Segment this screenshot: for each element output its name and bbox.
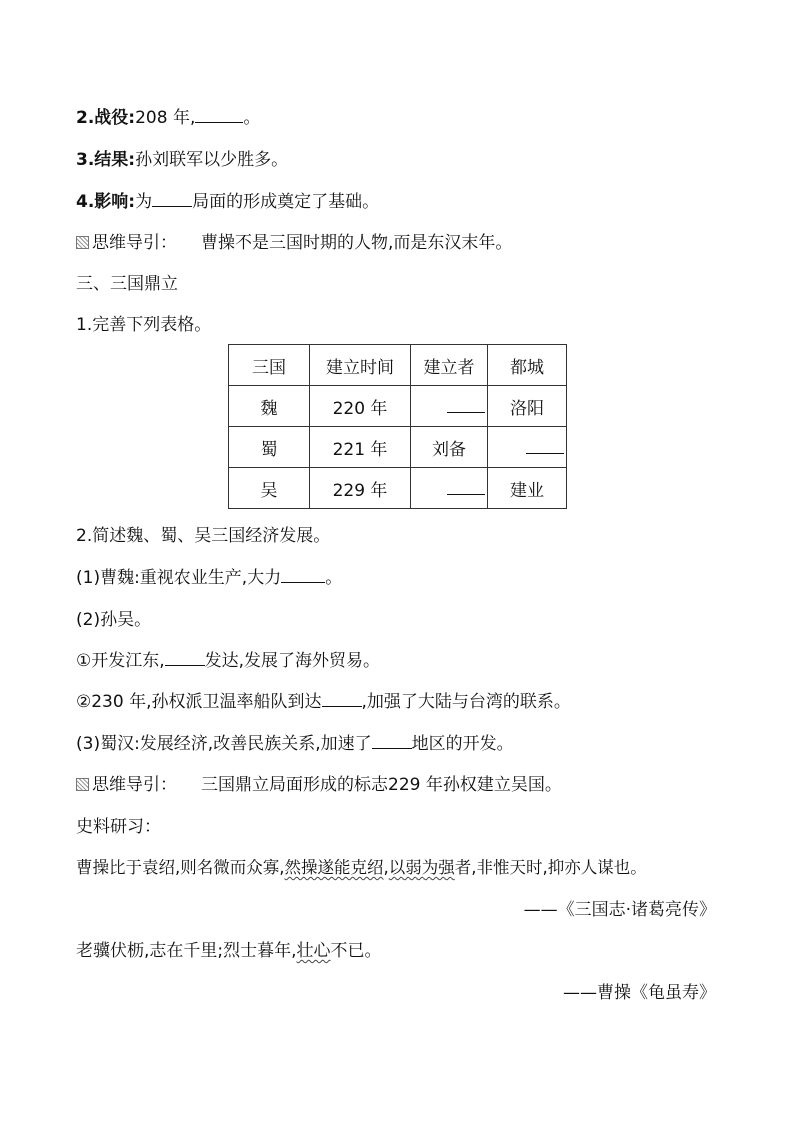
hint1-label: 思维导引： — [92, 233, 177, 253]
hint2-label: 思维导引： — [92, 775, 177, 795]
hint-icon — [76, 236, 89, 249]
quote1-b: 然操遂能克绍 — [284, 858, 384, 877]
battle-blank[interactable] — [195, 106, 243, 123]
wu2-blank[interactable] — [322, 690, 362, 707]
q2-text: 2.简述魏、蜀、吴三国经济发展。 — [76, 526, 331, 546]
influence-label: 4.影响: — [76, 192, 136, 212]
hint-icon — [76, 778, 89, 791]
cell-year: 221 年 — [310, 427, 411, 468]
table-row — [229, 386, 567, 427]
shu-blank[interactable] — [372, 732, 412, 749]
influence-pre: 为 — [135, 192, 153, 212]
quote1-d: 以弱为强 — [388, 858, 455, 877]
source1: ——《三国志·诸葛亮传》 — [523, 900, 716, 920]
wu2-line — [76, 690, 571, 714]
cell-capital: 建业 — [488, 468, 567, 509]
quote1-e: 者,非惟天时,抑亦人谋也。 — [454, 858, 647, 877]
wei-blank[interactable] — [281, 566, 325, 583]
quote2-b: 壮心 — [296, 941, 331, 961]
wu2-post: ,加强了大陆与台湾的联系。 — [361, 692, 571, 712]
battle-text: 208 年, — [135, 108, 196, 128]
wu1-blank[interactable] — [165, 649, 205, 666]
wu1-post: 发达,发展了海外贸易。 — [204, 651, 381, 671]
wei-post: 。 — [325, 568, 343, 588]
header-state: 三国 — [229, 345, 310, 386]
cell-year: 229 年 — [310, 468, 411, 509]
cell-founder-blank[interactable] — [411, 468, 488, 509]
result-label: 3.结果: — [76, 150, 136, 170]
quote2-a: 老骥伏枥,志在千里;烈士暮年, — [76, 941, 297, 961]
cell-state: 蜀 — [229, 427, 310, 468]
quote1-a: 曹操比于袁绍,则名微而众寡, — [76, 858, 285, 877]
influence-post: 局面的形成奠定了基础。 — [192, 192, 380, 212]
quote2 — [76, 939, 382, 963]
table-row — [229, 468, 567, 509]
influence-blank[interactable] — [152, 190, 192, 207]
shu-pre: (3)蜀汉:发展经济,改善民族关系,加速了 — [76, 734, 372, 754]
wu1-pre: ①开发江东, — [76, 651, 165, 671]
quote1-c: , — [383, 858, 389, 877]
study-heading: 史料研习： — [76, 817, 161, 837]
wei-pre: (1)曹魏:重视农业生产,大力 — [76, 568, 282, 588]
result-line — [76, 148, 288, 172]
cell-capital: 洛阳 — [488, 386, 567, 427]
cell-founder: 刘备 — [411, 427, 488, 468]
result-text: 孙刘联军以少胜多。 — [135, 150, 289, 170]
cell-year: 220 年 — [310, 386, 411, 427]
source2: ——曹操《龟虽寿》 — [563, 983, 716, 1003]
header-year: 建立时间 — [310, 345, 411, 386]
wu2-pre: ②230 年,孙权派卫温率船队到达 — [76, 692, 322, 712]
shu-line — [76, 732, 514, 756]
battle-label: 2.战役: — [76, 108, 136, 128]
cell-state: 吴 — [229, 468, 310, 509]
states-table — [228, 344, 567, 509]
section3-heading: 三、三国鼎立 — [76, 274, 178, 294]
battle-line — [76, 106, 260, 130]
hint2-text: 三国鼎立局面形成的标志229 年孙权建立吴国。 — [201, 775, 562, 795]
header-capital: 都城 — [488, 345, 567, 386]
q1-text: 1.完善下列表格。 — [76, 315, 212, 335]
table-row — [229, 427, 567, 468]
cell-founder-blank[interactable] — [411, 386, 488, 427]
hint1-line — [76, 231, 512, 255]
table-header-row — [229, 345, 567, 386]
quote1 — [76, 856, 647, 880]
hint1-text: 曹操不是三国时期的人物,而是东汉末年。 — [201, 233, 513, 253]
influence-line — [76, 190, 379, 214]
wu1-line — [76, 649, 380, 673]
cell-capital-blank[interactable] — [488, 427, 567, 468]
shu-post: 地区的开发。 — [411, 734, 514, 754]
hint2-line — [76, 773, 562, 797]
header-founder: 建立者 — [411, 345, 488, 386]
quote2-c: 不已。 — [330, 941, 382, 961]
cell-state: 魏 — [229, 386, 310, 427]
wei-line — [76, 566, 342, 590]
battle-end: 。 — [243, 108, 261, 128]
wu-heading: (2)孙吴。 — [76, 610, 152, 630]
